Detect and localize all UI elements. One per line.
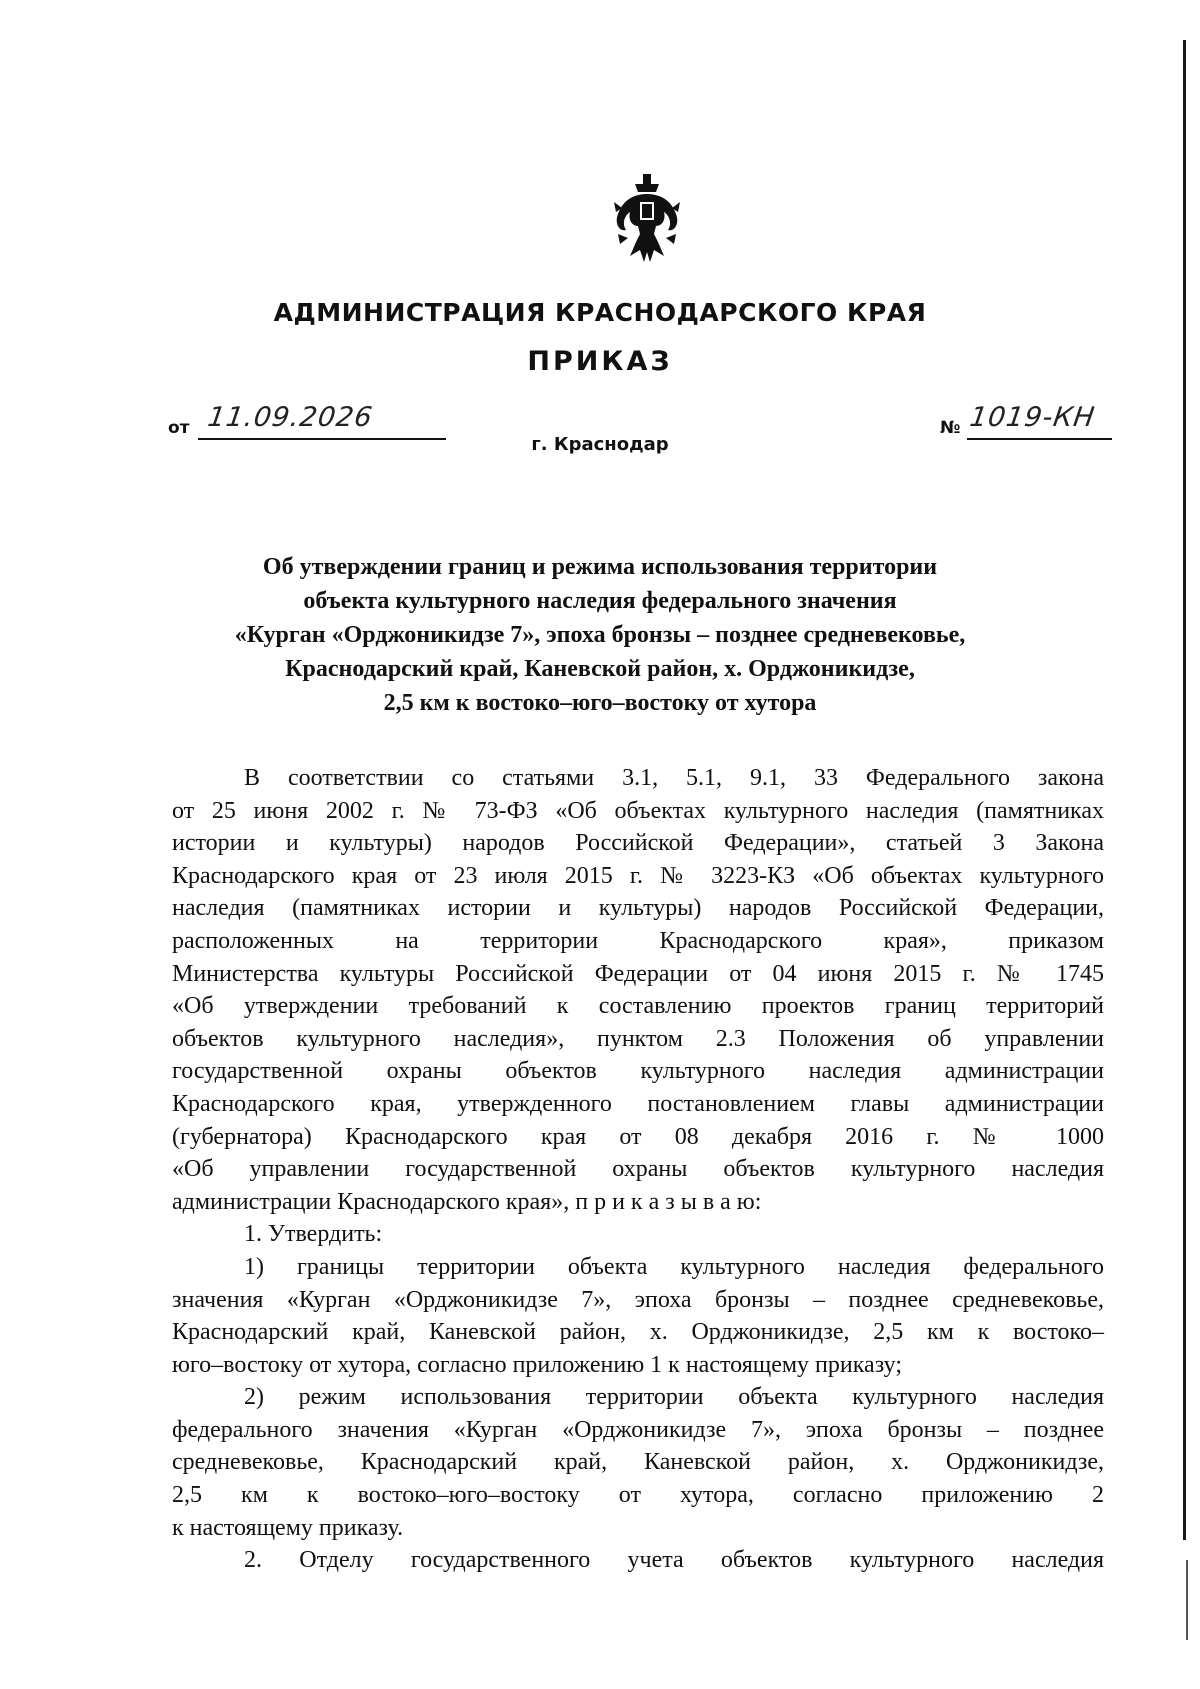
document-meta-row [0, 402, 1200, 458]
body-line: Краснодарского края, утвержденного постановлением главы администрации [172, 1090, 1104, 1117]
body-line: В соответствии со статьями 3.1, 5.1, 9.1, 33 Федерального закона [244, 765, 1104, 791]
list-item: 2. Отделу государственного учета объектов культурного наследия [244, 1547, 1104, 1574]
body-line: Министерства культуры Российской Федерации от 04 июня 2015 г. № 1745 [172, 960, 1104, 987]
list-item: 1) границы территории объекта культурного наследия федерального [244, 1253, 1104, 1280]
body-line: юго–востоку от хутора, согласно приложению 1 к настоящему приказу; [172, 1351, 903, 1378]
coat-of-arms-emblem [610, 172, 684, 268]
heading-line: Об утверждении границ и режима использования территории [262, 554, 938, 580]
city: г. Краснодар [531, 434, 669, 455]
list-item: 2) режим использования территории объекта культурного наследия [244, 1384, 1104, 1411]
body-line: государственной охраны объектов культурного наследия администрации [172, 1058, 1104, 1085]
handwritten-date: 11.09.2026 [205, 402, 375, 433]
document-body [172, 762, 1104, 1577]
body-line: «Об утверждении требований к составлению проектов границ территорий [172, 993, 1104, 1020]
body-line: 2,5 км к востоко–юго–востоку от хутора, согласно приложению 2 [172, 1482, 1104, 1509]
body-line: (губернатора) Краснодарского края от 08 декабря 2016 г. № 1000 [172, 1123, 1104, 1150]
organization-title: АДМИНИСТРАЦИЯ КРАСНОДАРСКОГО КРАЯ [273, 298, 927, 327]
scan-edge-mark [1183, 40, 1186, 1540]
date-label: от [168, 418, 190, 438]
body-line: средневековье, Краснодарский край, Каневской район, х. Орджоникидзе, [172, 1449, 1104, 1476]
scan-edge-mark [1186, 1560, 1188, 1640]
list-item: 1. Утвердить: [244, 1221, 383, 1248]
body-line: объектов культурного наследия», пунктом 2.3 Положения об управлении [172, 1025, 1104, 1052]
heading-line: Краснодарский край, Каневской район, х. Орджоникидзе, [285, 656, 915, 682]
heading-line: 2,5 км к востоко–юго–востоку от хутора [383, 690, 817, 716]
heading-line: объекта культурного наследия федерального значения [303, 588, 897, 614]
body-line: Краснодарский край, Каневской район, х. Орджоникидзе, 2,5 км к востоко– [172, 1319, 1104, 1346]
body-line: наследия (памятниках истории и культуры) народов Российской Федерации, [172, 895, 1104, 922]
document-heading [160, 550, 1040, 720]
handwritten-document-number: 1019-КН [967, 402, 1098, 433]
number-label: № [940, 418, 961, 438]
body-line: расположенных на территории Краснодарского края», приказом [172, 927, 1104, 954]
document-type: ПРИКАЗ [527, 346, 673, 377]
heading-line: «Курган «Орджоникидзе 7», эпоха бронзы – позднее средневековье, [234, 622, 966, 648]
body-line: Краснодарского края от 23 июля 2015 г. № 3223-КЗ «Об объектах культурного [172, 862, 1104, 889]
body-line: истории и культуры) народов Российской Федерации», статьей 3 Закона [172, 830, 1104, 857]
body-line: администрации Краснодарского края», п р и к а з ы в а ю: [172, 1188, 762, 1215]
body-line: федерального значения «Курган «Орджоникидзе 7», эпоха бронзы – позднее [172, 1416, 1104, 1443]
number-underline [967, 438, 1112, 440]
body-line: значения «Курган «Орджоникидзе 7», эпоха бронзы – позднее средневековье, [172, 1286, 1104, 1313]
body-line: к настоящему приказу. [172, 1514, 404, 1541]
body-line: «Об управлении государственной охраны объектов культурного наследия [172, 1156, 1104, 1183]
body-line: от 25 июня 2002 г. № 73-ФЗ «Об объектах культурного наследия (памятниках [172, 797, 1104, 824]
